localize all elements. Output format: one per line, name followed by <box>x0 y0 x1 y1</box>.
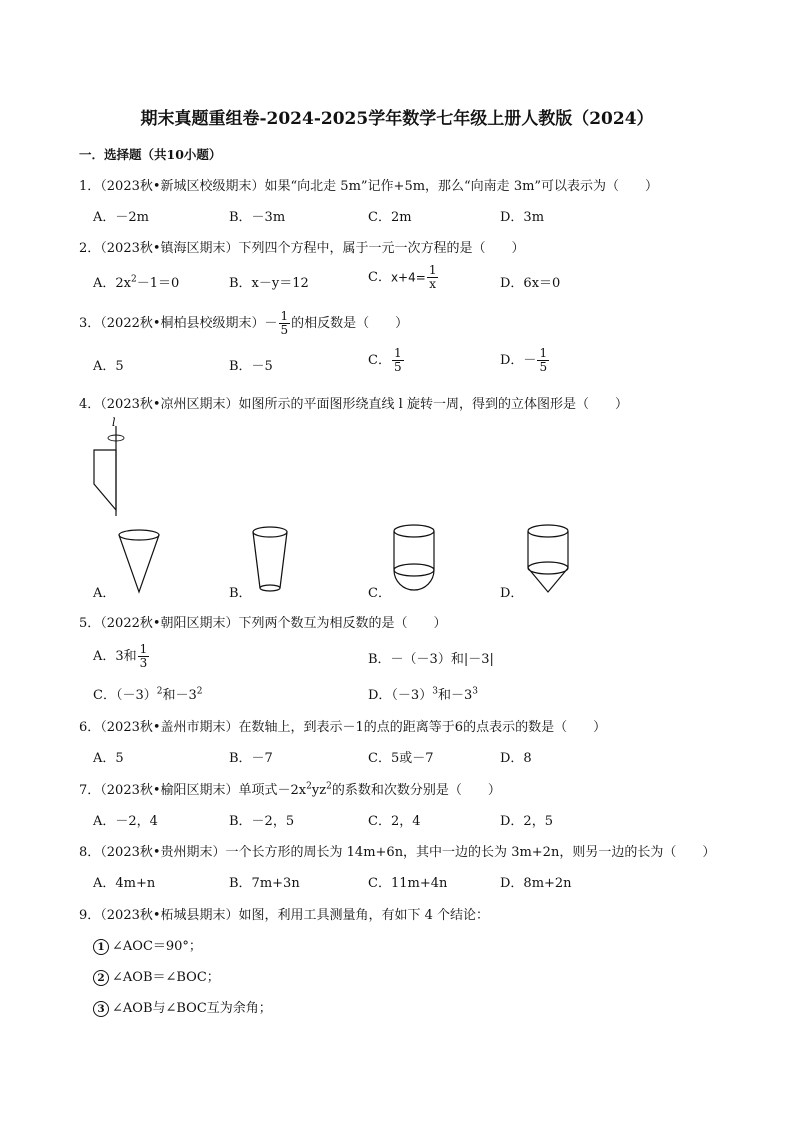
q5-option-d <box>368 684 478 703</box>
q5-a-den: 3 <box>139 656 148 670</box>
q4-option-d: D． <box>500 586 524 601</box>
q9-circled-number-1: 1 <box>93 939 109 955</box>
q3-d-den: 5 <box>539 360 548 374</box>
q4-option-b: B． <box>229 586 252 601</box>
q8-option-a: A．4m+n <box>93 876 156 891</box>
q1-option-a: A．－2m <box>93 210 149 225</box>
question-2: 2．（2023秋•镇海区期末）下列四个方程中，属于一元一次方程的是（ ） <box>79 241 525 256</box>
q1-option-c: C．2m <box>368 210 412 225</box>
q5-c-mid: 和－3 <box>162 688 197 703</box>
q7-mid: yz <box>311 783 327 798</box>
q3-option-a: A．5 <box>93 359 124 374</box>
q4-axis-label: l <box>112 416 116 429</box>
question-6: 6．（2023秋•盖州市期末）在数轴上，到表示－1的点的距离等于6的点表示的数是（ ） <box>79 720 607 735</box>
question-1: 1．（2023秋•新城区校级期末）如果“向北走 5m”记作+5m，那么“向南走 3m”可以表示为（ ） <box>79 179 659 194</box>
q3-num: 1 <box>280 309 289 323</box>
question-4: 4．（2023秋•凉州区期末）如图所示的平面图形绕直线 l 旋转一周，得到的立体图形是（ ） <box>79 397 628 412</box>
q6-option-c: C．5或－7 <box>368 751 434 766</box>
q6-option-b: B．－7 <box>229 751 273 766</box>
q7-exp2: 2 <box>326 781 332 792</box>
q7-option-a: A．－2，4 <box>93 814 158 829</box>
q3-c-label: C． <box>368 353 391 368</box>
q4-option-d-cylinder-cone <box>524 522 572 598</box>
q4-option-c: C． <box>368 586 391 601</box>
q7-post: 的系数和次数分别是（ ） <box>331 783 501 798</box>
q8-option-b: B．7m+3n <box>229 876 300 891</box>
q7-option-b: B．－2，5 <box>229 814 295 829</box>
q5-c-exp2: 2 <box>196 686 203 697</box>
q3-option-b: B．－5 <box>229 359 273 374</box>
q4-option-a-cone <box>116 526 164 598</box>
q2-option-d: D．6x＝0 <box>500 276 561 291</box>
q3-c-den: 5 <box>393 360 402 374</box>
q9-statement-2-text: ∠AOB＝∠BOC； <box>112 970 220 985</box>
q3-fraction <box>279 310 291 337</box>
q3-den: 5 <box>280 323 289 337</box>
q5-a-label: A．3和 <box>93 649 137 664</box>
q3-option-d <box>500 347 550 374</box>
q2-a-exp: 2 <box>131 274 137 285</box>
q7-pre: 7．（2023秋•榆阳区期末）单项式－2x <box>79 783 307 798</box>
q9-statement-2 <box>93 966 220 986</box>
q4-option-c-cylinder-hemisphere <box>390 522 438 598</box>
page-title: 期末真题重组卷-2024-2025学年数学七年级上册人教版（2024） <box>140 109 654 129</box>
q5-a-fraction <box>138 643 150 670</box>
q5-option-a <box>93 643 150 670</box>
q3-option-c <box>368 347 405 374</box>
q8-option-d: D．8m+2n <box>500 876 572 891</box>
q1-option-b: B．－3m <box>229 210 286 225</box>
q2-c-fraction <box>427 264 439 291</box>
q2-option-c <box>368 264 439 291</box>
q5-d-exp1: 3 <box>432 686 438 697</box>
q9-statement-1-text: ∠AOC＝90°； <box>112 939 202 954</box>
q4-shape-outline <box>94 450 116 510</box>
question-8: 8．（2023秋•贵州期末）一个长方形的周长为 14m+6n，其中一边的长为 3m+2n，则另一边的长为（ ） <box>79 845 716 860</box>
q7-exp1: 2 <box>306 781 312 792</box>
q3-c-num: 1 <box>393 346 402 360</box>
q5-c-base: C．（－3） <box>93 688 157 703</box>
q7-option-c: C．2，4 <box>368 814 421 829</box>
q9-circled-number-2: 2 <box>93 970 109 986</box>
q3-d-label: D．－ <box>500 353 537 368</box>
q4-option-a: A． <box>93 586 116 601</box>
q5-d-exp2: 3 <box>472 686 478 697</box>
q8-option-c: C．11m+4n <box>368 876 448 891</box>
question-7 <box>79 779 501 798</box>
q5-option-b: B．－（－3）和|－3| <box>368 652 494 667</box>
q9-statement-3-text: ∠AOB与∠BOC互为余角； <box>112 1001 272 1016</box>
q5-a-num: 1 <box>139 642 148 656</box>
q2-c-expr: x+4= <box>390 270 426 285</box>
q2-c-label: C． <box>368 270 391 285</box>
q5-c-exp1: 2 <box>156 686 163 697</box>
q3-c-fraction <box>392 347 404 374</box>
question-3 <box>79 310 408 337</box>
q5-d-base: D．（－3） <box>368 688 433 703</box>
q9-statement-1 <box>93 935 202 955</box>
q2-a-base: A．2x <box>93 276 131 291</box>
q4-plane-figure <box>88 418 128 518</box>
q2-c-den: x <box>429 277 437 291</box>
q2-option-b: B．x－y＝12 <box>229 276 309 291</box>
q7-option-d: D．2，5 <box>500 814 553 829</box>
q5-d-mid: 和－3 <box>437 688 473 703</box>
q3-d-fraction <box>537 347 549 374</box>
q6-option-d: D．8 <box>500 751 532 766</box>
q9-statement-3 <box>93 997 272 1017</box>
q3-prefix: 3．（2022秋•桐柏县校级期末）－ <box>79 316 278 331</box>
q3-d-num: 1 <box>539 346 548 360</box>
q4-option-b-frustum <box>250 524 290 596</box>
q2-a-tail: －1＝0 <box>136 276 180 291</box>
section-heading: 一．选择题（共10小题） <box>79 147 222 162</box>
q5-option-c <box>93 684 202 703</box>
q2-option-a <box>93 272 179 291</box>
question-9: 9．（2023秋•柘城县期末）如图，利用工具测量角，有如下 4 个结论： <box>79 908 490 923</box>
q3-suffix: 的相反数是（ ） <box>291 316 409 331</box>
q1-option-d: D．3m <box>500 210 545 225</box>
q6-option-a: A．5 <box>93 751 124 766</box>
q9-circled-number-3: 3 <box>93 1001 109 1017</box>
question-5: 5．（2022秋•朝阳区期末）下列两个数互为相反数的是（ ） <box>79 616 447 631</box>
q2-c-num: 1 <box>428 263 437 277</box>
